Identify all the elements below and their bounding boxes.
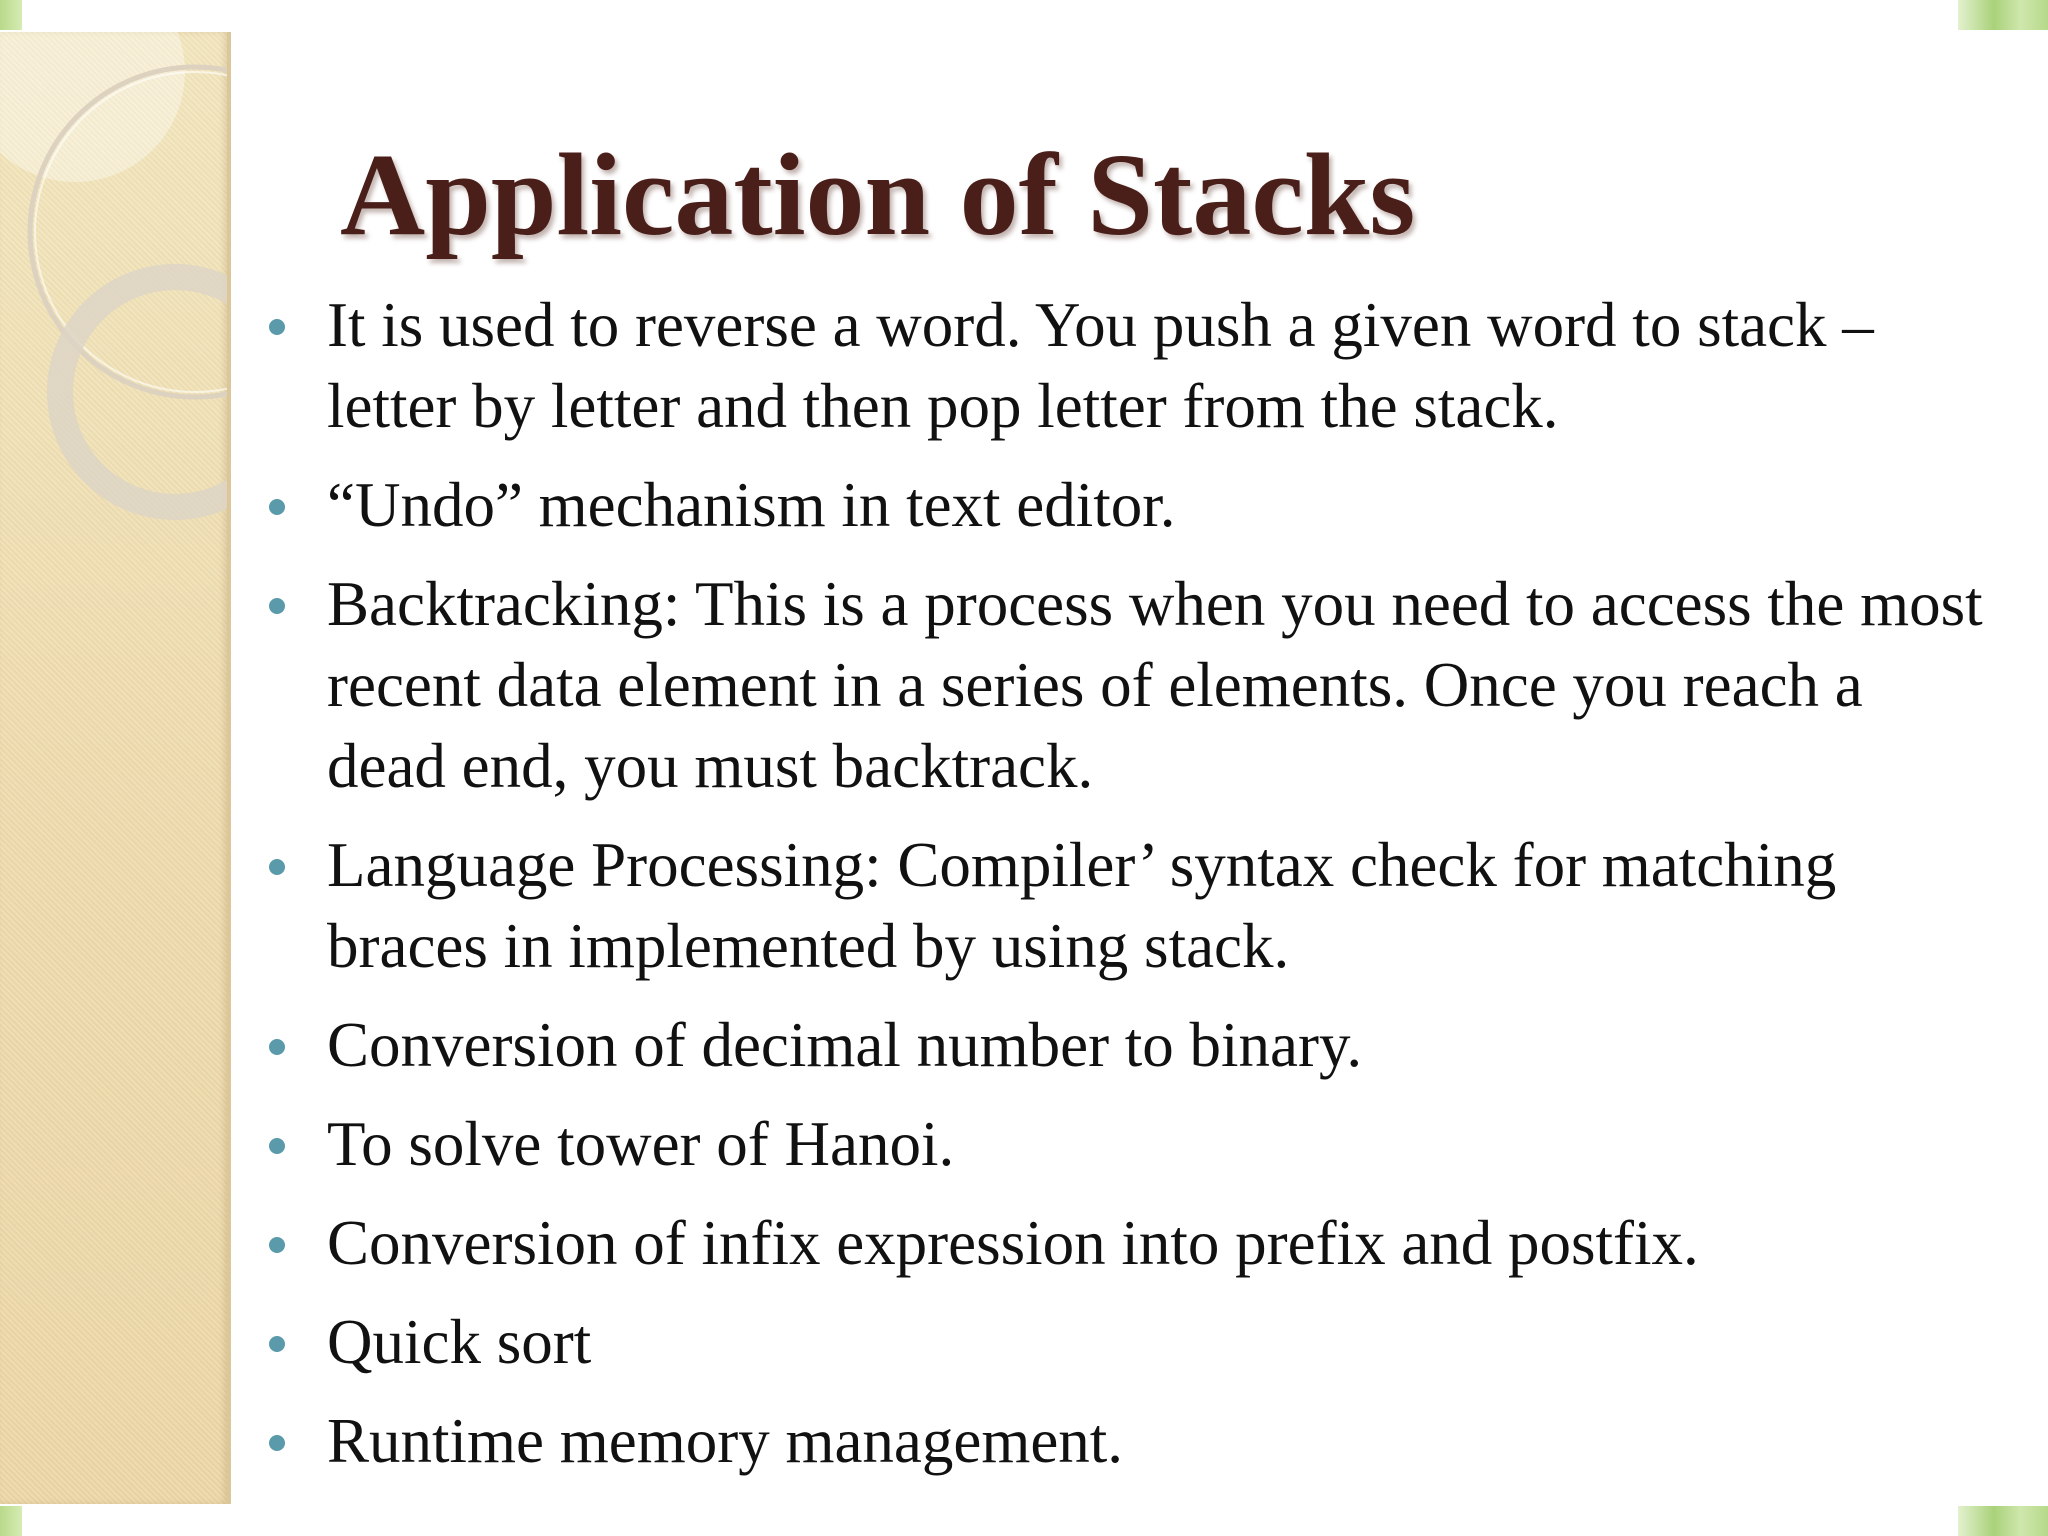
corner-accent-bottom-left <box>0 1506 22 1536</box>
bullet-dot-icon <box>269 859 285 875</box>
bullet-text: Conversion of decimal number to binary. <box>327 1010 1363 1080</box>
bullet-dot-icon <box>269 1435 285 1451</box>
list-item <box>265 564 1985 807</box>
list-item <box>265 1203 1985 1284</box>
bullet-text: It is used to reverse a word. You push a given word to stack – letter by letter and then pop letter from the stack. <box>327 290 1874 441</box>
bullet-dot-icon <box>269 1336 285 1352</box>
list-item <box>265 1104 1985 1185</box>
decorative-side-panel <box>0 32 231 1504</box>
decorative-circles-graphic <box>0 32 227 1504</box>
bullet-dot-icon <box>269 1237 285 1253</box>
bullet-text: Language Processing: Compiler’ syntax check for matching braces in implemented by using stack. <box>327 830 1837 981</box>
slide-title: Application of Stacks <box>340 129 1416 260</box>
corner-accent-bottom-right <box>1958 1506 2048 1536</box>
bullet-dot-icon <box>269 1138 285 1154</box>
bullet-dot-icon <box>269 499 285 515</box>
corner-accent-top-left <box>0 0 22 30</box>
bullet-text: Backtracking: This is a process when you need to access the most recent data element in a series of elements. Once you reach a dead end, you must backtrack. <box>327 569 1983 801</box>
bullet-dot-icon <box>269 1039 285 1055</box>
corner-accent-top-right <box>1958 0 2048 30</box>
bullet-list <box>265 285 1985 1500</box>
list-item <box>265 825 1985 987</box>
list-item <box>265 465 1985 546</box>
list-item <box>265 1302 1985 1383</box>
bullet-dot-icon <box>269 598 285 614</box>
bullet-text: Conversion of infix expression into prefix and postfix. <box>327 1208 1699 1278</box>
bullet-text: “Undo” mechanism in text editor. <box>327 470 1176 540</box>
bullet-text: To solve tower of Hanoi. <box>327 1109 955 1179</box>
bullet-text: Quick sort <box>327 1307 592 1377</box>
bullet-dot-icon <box>269 319 285 335</box>
list-item <box>265 1401 1985 1482</box>
list-item <box>265 285 1985 447</box>
list-item <box>265 1005 1985 1086</box>
bullet-text: Runtime memory management. <box>327 1406 1124 1476</box>
